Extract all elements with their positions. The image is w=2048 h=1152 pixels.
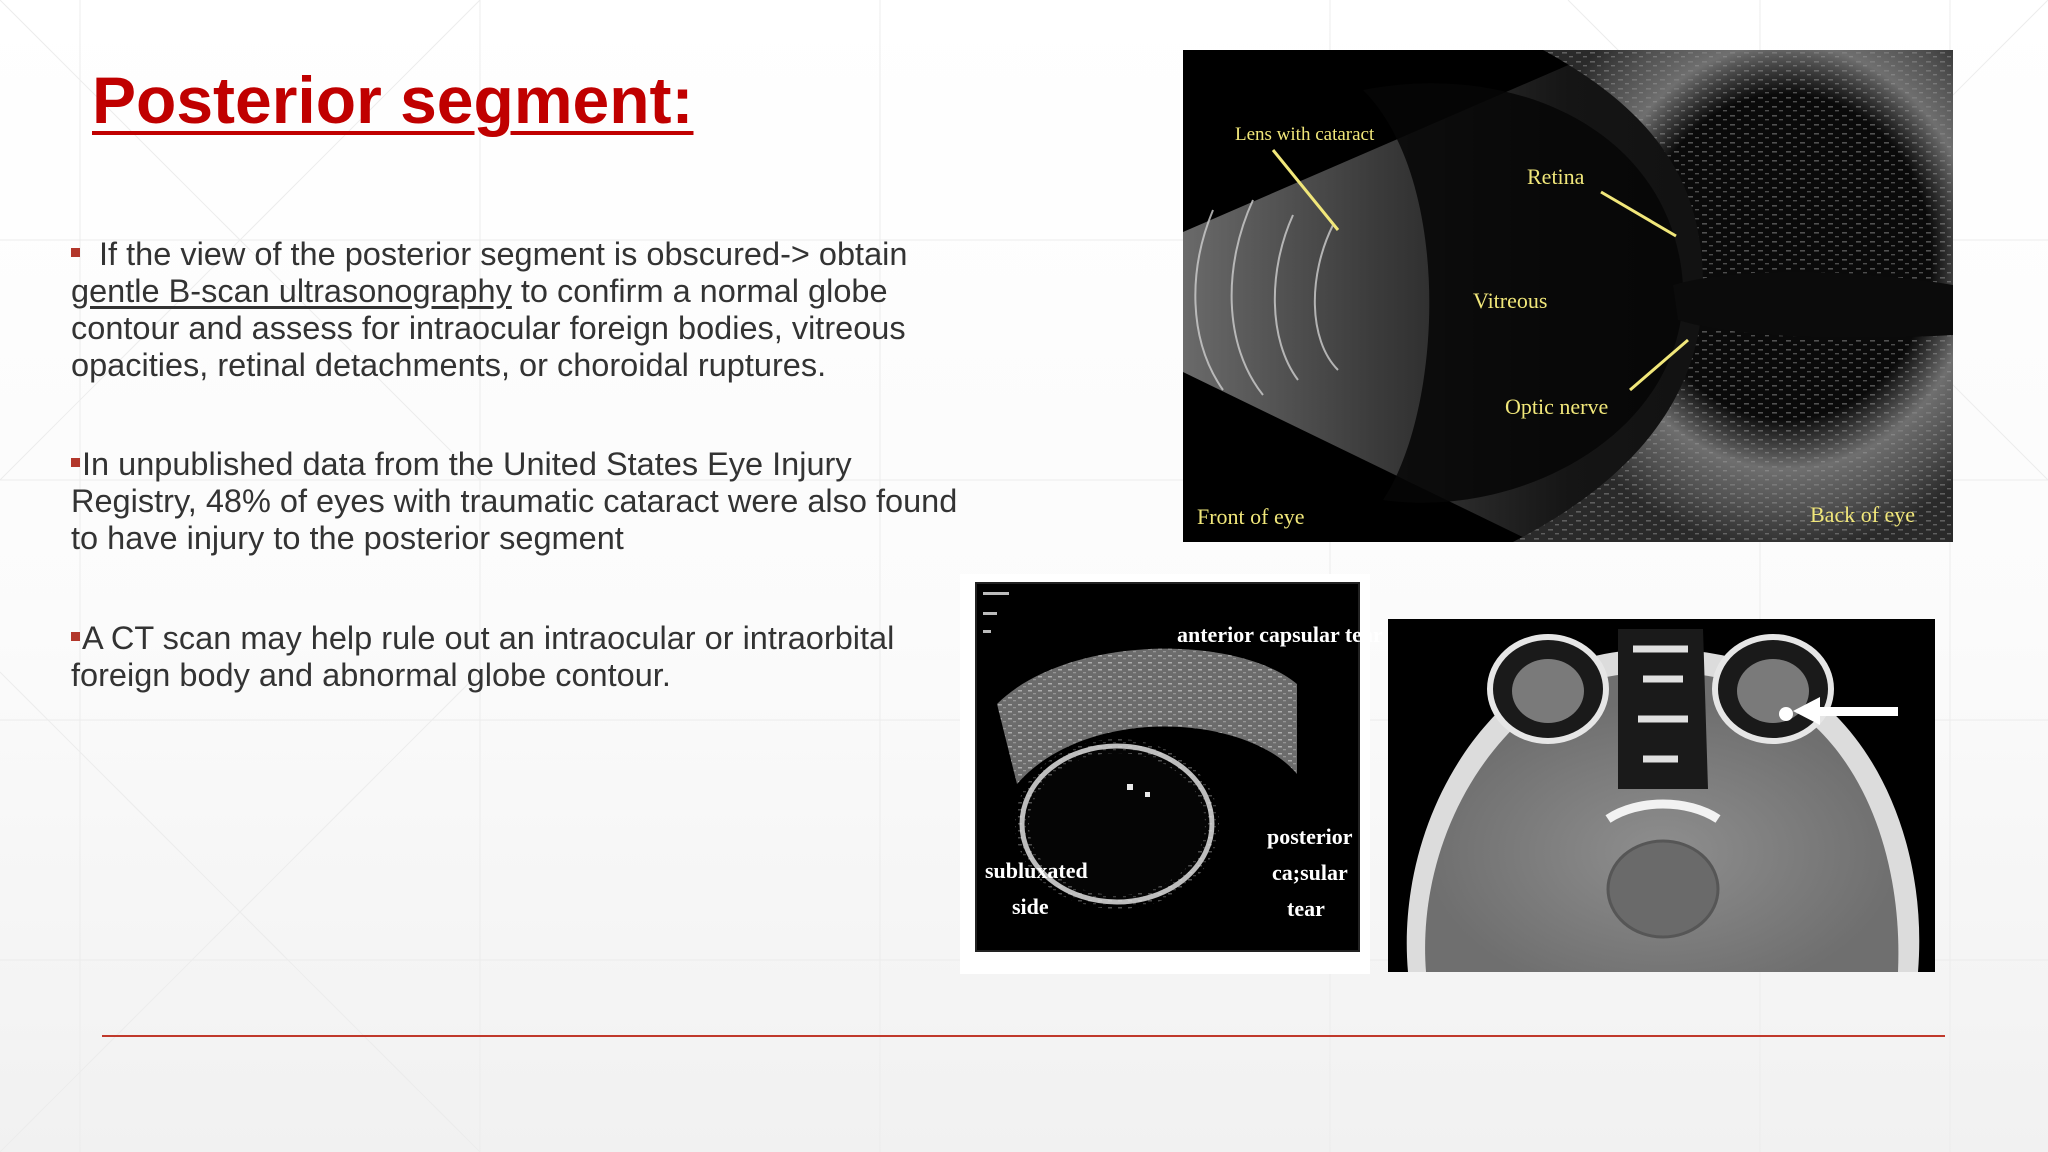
front-of-eye-label: Front of eye xyxy=(1197,504,1305,529)
b-scan-link-text: gentle B-scan ultrasonography xyxy=(71,273,512,309)
b-scan-ultrasound-image xyxy=(1183,50,1953,542)
slide-title: Posterior segment: xyxy=(92,63,694,137)
back-of-eye-label: Back of eye xyxy=(1810,502,1916,527)
registry-text: In unpublished data from the United States Eye Injury Registry, 48% of eyes with traumatic cataract were also found to have injury to the posterior segment xyxy=(71,446,958,556)
square-bullet-icon xyxy=(71,632,80,641)
subluxated-label-line1: subluxated xyxy=(985,858,1088,883)
capsular-tear-ultrasound-image xyxy=(975,582,1383,952)
anterior-capsular-tear-label: anterior capsular tear xyxy=(1177,622,1383,647)
footer-divider-line xyxy=(102,1035,1945,1037)
subluxated-label-line2: side xyxy=(1012,894,1049,919)
retina-label: Retina xyxy=(1527,164,1585,189)
paragraph-lead-text: If the view of the posterior segment is obscured-> obtain xyxy=(90,236,908,272)
vitreous-label: Vitreous xyxy=(1473,288,1548,313)
bullet-paragraph-registry xyxy=(71,446,971,557)
square-bullet-icon xyxy=(71,458,80,467)
paragraph-rest-text: to confirm a normal globe contour and assess for intraocular foreign bodies, vitreous opacities, retinal detachments, or choroidal ruptures. xyxy=(71,273,906,383)
posterior-label-line1: posterior xyxy=(1267,824,1353,849)
bullet-paragraph-ct-scan xyxy=(71,620,971,694)
posterior-label-line3: tear xyxy=(1287,896,1325,921)
optic-nerve-label: Optic nerve xyxy=(1505,394,1609,419)
lens-with-cataract-label: Lens with cataract xyxy=(1235,124,1375,145)
ct-scan-text: A CT scan may help rule out an intraocular or intraorbital foreign body and abnormal globe contour. xyxy=(71,620,895,693)
ct-scan-image xyxy=(1388,619,1935,972)
posterior-label-line2: ca;sular xyxy=(1272,860,1348,885)
bullet-paragraph-b-scan xyxy=(71,236,971,384)
square-bullet-icon xyxy=(71,248,80,257)
